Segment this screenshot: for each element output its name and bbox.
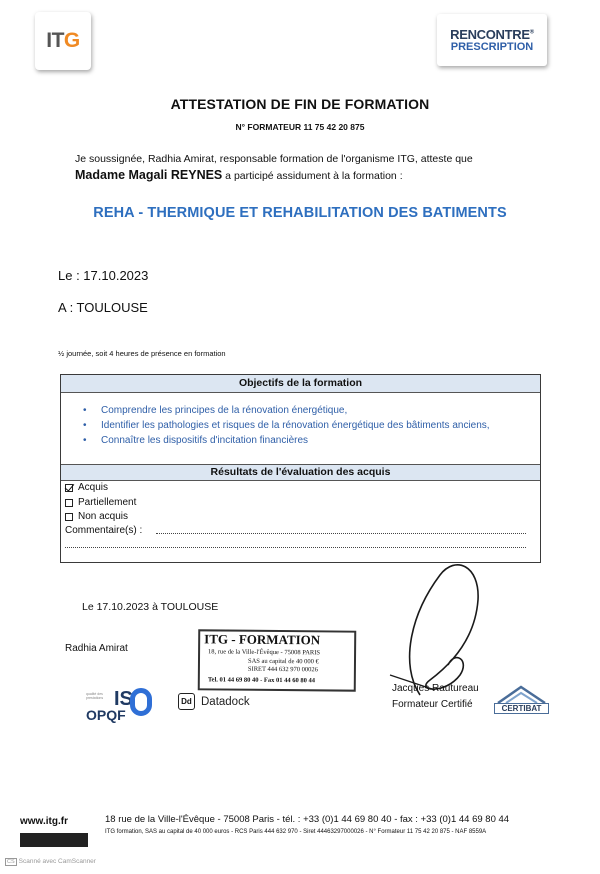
- bullet-icon: •: [83, 420, 87, 431]
- course-duration: ½ journée, soit 4 heures de présence en formation: [58, 349, 226, 358]
- datadock-icon: Dd: [178, 693, 195, 710]
- stamp-capital: SAS au capital de 40 000 €: [247, 657, 319, 666]
- trainer-number: N° FORMATEUR 11 75 42 20 875: [235, 122, 365, 132]
- isqopqf-logo: [86, 688, 161, 724]
- participant-line: [75, 168, 403, 182]
- footer-website[interactable]: www.itg.fr: [20, 816, 68, 827]
- signer-name: Radhia Amirat: [65, 643, 128, 654]
- redaction-bar: [20, 833, 88, 847]
- trainer-role: Formateur Certifié: [392, 699, 473, 710]
- datadock-logo: [178, 693, 250, 710]
- certibat-roof-icon: [494, 684, 549, 704]
- comment-line[interactable]: [156, 533, 526, 534]
- objective-item: • Comprendre les principes de la rénovation énergétique,: [83, 405, 348, 416]
- itg-logo: [35, 12, 91, 70]
- objectives-heading: Objectifs de la formation: [61, 375, 540, 393]
- stamp-title: ITG - FORMATION: [204, 631, 321, 648]
- objective-item: • Connaître les dispositifs d'incitation financières: [83, 435, 309, 446]
- bullet-icon: •: [83, 435, 87, 446]
- objectives-results-box: [60, 374, 541, 563]
- checkbox-checked-icon[interactable]: [65, 484, 73, 492]
- participant-name: Madame Magali REYNES: [75, 168, 223, 182]
- datadock-label: Datadock: [201, 695, 250, 708]
- q-ring-icon: [130, 688, 152, 716]
- stamp-address: 18, rue de la Ville-l'Évêque - 75008 PARIS: [208, 648, 321, 657]
- document-title: ATTESTATION DE FIN DE FORMATION: [170, 96, 430, 112]
- itg-logo-text: ITG: [46, 29, 80, 52]
- rencontre-prescription-logo: [437, 14, 547, 66]
- course-place: A : TOULOUSE: [58, 300, 148, 315]
- certibat-label: CERTIBAT: [494, 703, 549, 714]
- stamp-phone: Tel. 01 44 69 80 40 - Fax 01 44 60 80 44: [207, 676, 316, 685]
- checkbox-icon[interactable]: [65, 513, 73, 521]
- course-title: REHA - THERMIQUE ET REHABILITATION DES BATIMENTS: [93, 205, 507, 221]
- scanner-watermark: CS Scanné avec CamScanner: [7, 858, 96, 865]
- result-option-non-acquis[interactable]: Non acquis: [65, 510, 136, 525]
- intro-statement: Je soussignée, Radhia Amirat, responsable formation de l'organisme ITG, atteste que: [75, 153, 473, 165]
- objectives-list: [83, 403, 490, 448]
- results-heading: Résultats de l'évaluation des acquis: [61, 464, 540, 481]
- comment-line[interactable]: [65, 547, 526, 548]
- course-date: Le : 17.10.2023: [58, 268, 149, 283]
- footer-address: 18 rue de la Ville-l'Évêque - 75008 Paris - tél. : +33 (0)1 44 69 80 40 - fax : +33 (0)1 44 69 80 44: [105, 814, 510, 825]
- camscanner-icon: CS: [7, 859, 15, 865]
- result-option-partiellement[interactable]: Partiellement: [65, 496, 136, 511]
- objective-item: • Identifier les pathologies et risques de la rénovation énergétique des bâtiments anciens,: [83, 420, 490, 431]
- rencontre-logo-line2: PRESCRIPTION: [450, 41, 534, 53]
- company-stamp: [198, 629, 357, 691]
- comment-label: Commentaire(s) :: [65, 525, 143, 536]
- trainer-name: Jacques Rautureau: [392, 683, 479, 694]
- signature-date-place: Le 17.10.2023 à TOULOUSE: [82, 601, 219, 613]
- rencontre-logo-line1: RENCONTRE®: [450, 27, 534, 42]
- isqopqf-small-text: qualité des prestations: [86, 692, 104, 700]
- result-option-acquis[interactable]: Acquis: [65, 481, 136, 496]
- checkbox-icon[interactable]: [65, 499, 73, 507]
- participation-text: a participé assidument à la formation :: [222, 170, 403, 182]
- results-checklist: [65, 481, 136, 525]
- isqopqf-opqf-text: OPQF: [86, 707, 126, 723]
- isqopqf-isq-text: IS: [114, 688, 133, 710]
- stamp-siret: SIRET 444 632 970 00026: [247, 665, 318, 674]
- bullet-icon: •: [83, 405, 87, 416]
- footer-legal: ITG formation, SAS au capital de 40 000 euros - RCS Paris 444 632 970 - Siret 44463297000026 - N° Formateur 11 75 42 20 875 - NAF 8559A: [105, 829, 487, 835]
- certibat-logo: [494, 684, 549, 714]
